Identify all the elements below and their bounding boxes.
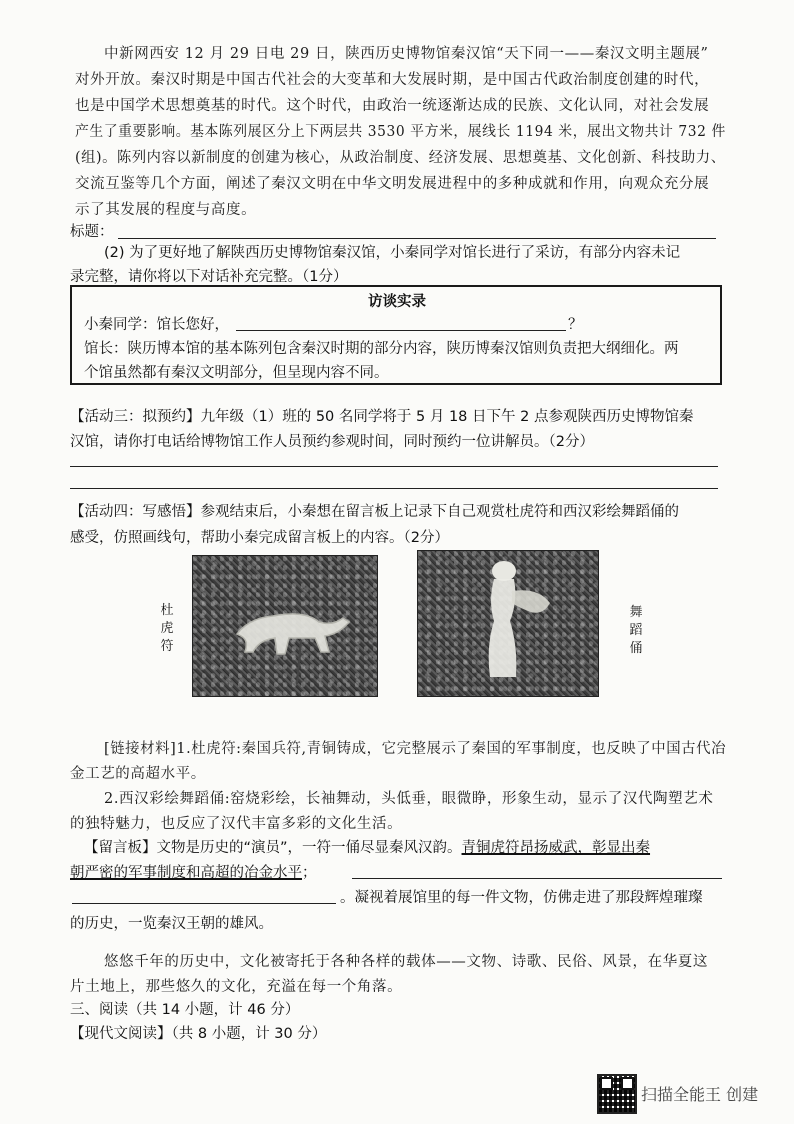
dancer-figurine-caption: 舞蹈俑 [629, 605, 643, 656]
scanner-watermark: 扫描全能王 创建 [641, 1085, 759, 1104]
title-answer-line[interactable] [118, 238, 716, 239]
activity3-answer-line-1[interactable] [70, 466, 718, 467]
dancer-figurine-photo [417, 550, 599, 697]
link-material-line-2: 金工艺的高超水平。 [70, 766, 206, 782]
message-board-model-sentence-a: 青铜虎符昂扬威武，彰显出秦 [461, 840, 651, 856]
message-board-line-4: 的历史，一览秦汉王朝的雄风。 [70, 916, 273, 932]
activity4-line-1: 【活动四：写感悟】参观结束后，小秦想在留言板上记录下自己观赏杜虎符和西汉彩绘舞蹈俑的 [70, 504, 679, 520]
title-label: 标题： [70, 224, 114, 240]
interview-answer-line[interactable] [236, 330, 566, 331]
tiger-tally-caption: 杜虎符 [160, 603, 174, 654]
qr-code-icon [597, 1074, 637, 1114]
link-material-line-3: 2.西汉彩绘舞蹈俑:窑烧彩绘，长袖舞动，头低垂，眼微睁，形象生动，显示了汉代陶塑艺术 [104, 791, 714, 807]
news-line-2: 对外开放。秦汉时期是中国古代社会的大变革和大发展时期，是中国古代政治制度创建的时代， [75, 72, 710, 88]
link-material-line-4: 的独特魅力，也反应了汉代丰富多彩的文化生活。 [70, 816, 403, 832]
closing-line-1: 悠悠千年的历史中，文化被寄托于各种各样的载体——文物、诗歌、民俗、风景，在华夏这 [104, 954, 708, 970]
interview-heading: 访谈实录 [368, 294, 426, 310]
interview-student-suffix: ？ [568, 317, 583, 333]
message-board-answer-line-2[interactable] [72, 903, 336, 904]
news-line-1: 中新网西安 12 月 29 日电 29 日，陕西历史博物馆秦汉馆“天下同一——秦汉文明主题展” [104, 46, 709, 62]
news-line-3: 也是中国学术思想奠基的时代。这个时代，由政治一统逐渐达成的民族、文化认同，对社会发展 [75, 98, 710, 114]
question-2-line-1: (2) 为了更好地了解陕西历史博物馆秦汉馆，小秦同学对馆长进行了采访，有部分内容未记 [104, 245, 681, 261]
section-3-heading: 三、阅读（共 14 小题，计 46 分） [70, 1002, 300, 1018]
closing-line-2: 片土地上，那些悠久的文化，充溢在每一个角落。 [70, 979, 403, 995]
section-3-subheading: 【现代文阅读】（共 8 小题，计 30 分） [70, 1026, 327, 1042]
interview-curator-line-1: 馆长：陕历博本馆的基本陈列包含秦汉时期的部分内容，陕历博秦汉馆则负责把大纲细化。两 [84, 341, 679, 357]
news-line-7: 示了其发展的程度与高度。 [75, 202, 257, 218]
interview-student-prefix: 小秦同学：馆长您好， [84, 317, 229, 333]
link-material-line-1: [链接材料]1.杜虎符:秦国兵符,青铜铸成，它完整展示了秦国的军事制度，也反映了中国古代冶 [104, 741, 727, 757]
message-board-semicolon: ； [302, 865, 317, 881]
message-board-line-1 [84, 836, 650, 857]
message-board-model-sentence-b: 朝严密的军事制度和高超的冶金水平 [70, 865, 302, 881]
activity3-line-1: 【活动三：拟预约】九年级（1）班的 50 名同学将于 5 月 18 日下午 2 点参观陕西历史博物馆秦 [70, 409, 694, 425]
message-board-line-2 [70, 861, 317, 882]
activity4-line-2: 感受，仿照画线句，帮助小秦完成留言板上的内容。（2分） [70, 530, 449, 546]
news-line-5: (组)。陈列内容以新制度的创建为核心，从政治制度、经济发展、思想奠基、文化创新、科技助力、 [75, 150, 726, 166]
question-2-line-2: 录完整，请你将以下对话补充完整。（1分） [70, 269, 348, 285]
tiger-tally-photo [192, 555, 378, 697]
message-board-intro: 【留言板】文物是历史的“演员”，一符一俑尽显秦风汉韵。 [84, 840, 462, 856]
activity3-answer-line-2[interactable] [70, 488, 718, 489]
tiger-tally-figure [193, 556, 377, 696]
news-line-6: 交流互鉴等几个方面，阐述了秦汉文明在中华文明发展进程中的多种成就和作用，向观众充分展 [75, 176, 710, 192]
message-board-answer-line-1[interactable] [352, 878, 722, 879]
message-board-line-3: 。凝视着展馆里的每一件文物，仿佛走进了那段辉煌璀璨 [340, 890, 703, 906]
activity3-line-2: 汉馆，请你打电话给博物馆工作人员预约参观时间，同时预约一位讲解员。（2分） [70, 434, 594, 450]
news-line-4: 产生了重要影响。基本陈列展区分上下两层共 3530 平方米，展线长 1194 米，展出文物共计 732 件 [75, 124, 726, 140]
dancer-figurine-figure [418, 551, 598, 696]
interview-curator-line-2: 个馆虽然都有秦汉文明部分，但呈现内容不同。 [84, 365, 389, 381]
